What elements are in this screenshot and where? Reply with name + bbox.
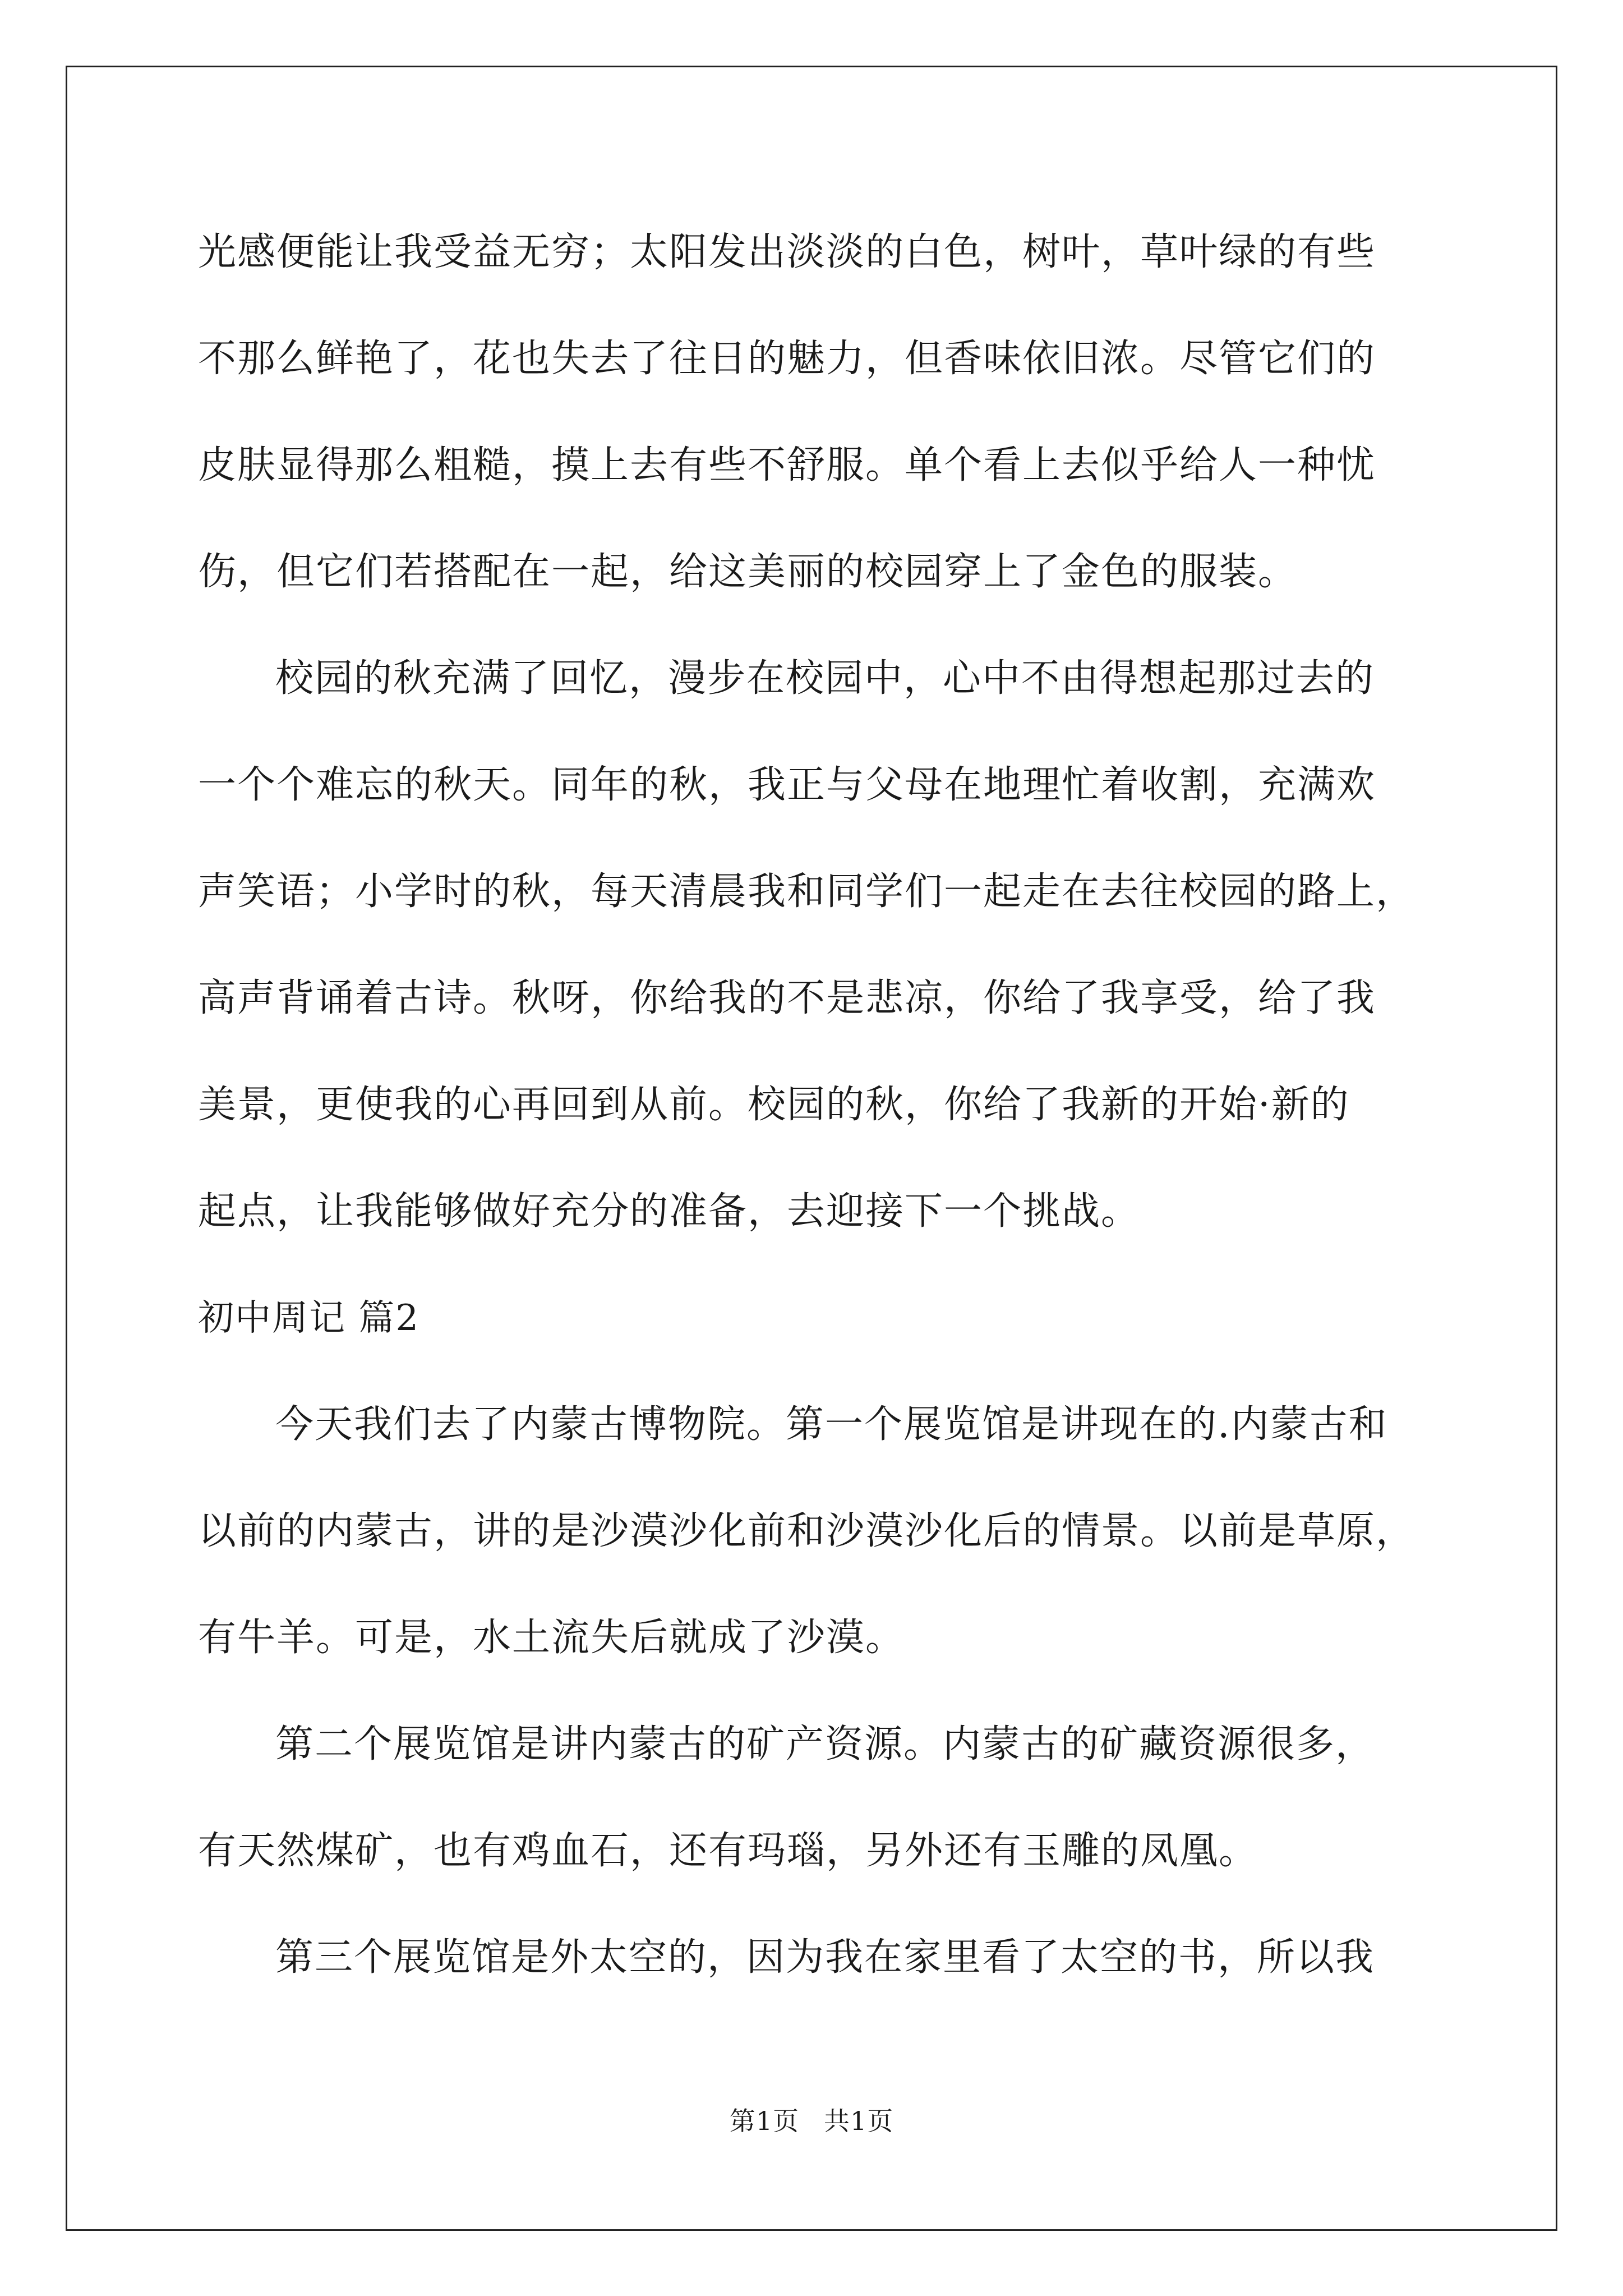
text-line: 美景，更使我的心再回到从前。校园的秋，你给了我新的开始·新的 bbox=[198, 1083, 1350, 1127]
text-line: 以前的内蒙古，讲的是沙漠沙化前和沙漠沙化后的情景。以前是草原， bbox=[198, 1509, 1415, 1553]
text-line: 光感便能让我受益无穷；太阳发出淡淡的白色，树叶，草叶绿的有些 bbox=[198, 230, 1376, 274]
document-body bbox=[198, 199, 1454, 2011]
text-line: 有牛羊。可是，水土流失后就成了沙漠。 bbox=[198, 1616, 905, 1660]
page-number: 第1页 bbox=[729, 2106, 799, 2136]
page-total: 共1页 bbox=[824, 2106, 894, 2136]
text-line: 第二个展览馆是讲内蒙古的矿产资源。内蒙古的矿藏资源很多， bbox=[275, 1722, 1375, 1766]
text-line: 伤，但它们若搭配在一起，给这美丽的校园穿上了金色的服装。 bbox=[198, 550, 1298, 594]
page-footer bbox=[0, 2101, 1623, 2138]
text-line: 声笑语；小学时的秋，每天清晨我和同学们一起走在去往校园的路上， bbox=[198, 869, 1415, 914]
text-line: 高声背诵着古诗。秋呀，你给我的不是悲凉，你给了我享受，给了我 bbox=[198, 976, 1376, 1020]
text-line: 今天我们去了内蒙古博物院。第一个展览馆是讲现在的.内蒙古和 bbox=[275, 1402, 1388, 1447]
section-heading: 初中周记 篇2 bbox=[198, 1297, 420, 1339]
text-line: 一个个难忘的秋天。同年的秋，我正与父母在地理忙着收割，充满欢 bbox=[198, 763, 1376, 807]
text-line: 皮肤显得那么粗糙，摸上去有些不舒服。单个看上去似乎给人一种忧 bbox=[198, 443, 1376, 487]
text-line: 校园的秋充满了回忆，漫步在校园中，心中不由得想起那过去的 bbox=[275, 656, 1375, 701]
text-line: 第三个展览馆是外太空的，因为我在家里看了太空的书，所以我 bbox=[275, 1935, 1375, 1980]
text-line: 不那么鲜艳了，花也失去了往日的魅力，但香味依旧浓。尽管它们的 bbox=[198, 337, 1376, 381]
text-line: 起点，让我能够做好充分的准备，去迎接下一个挑战。 bbox=[198, 1189, 1141, 1234]
text-line: 有天然煤矿，也有鸡血石，还有玛瑙，另外还有玉雕的凤凰。 bbox=[198, 1829, 1258, 1873]
